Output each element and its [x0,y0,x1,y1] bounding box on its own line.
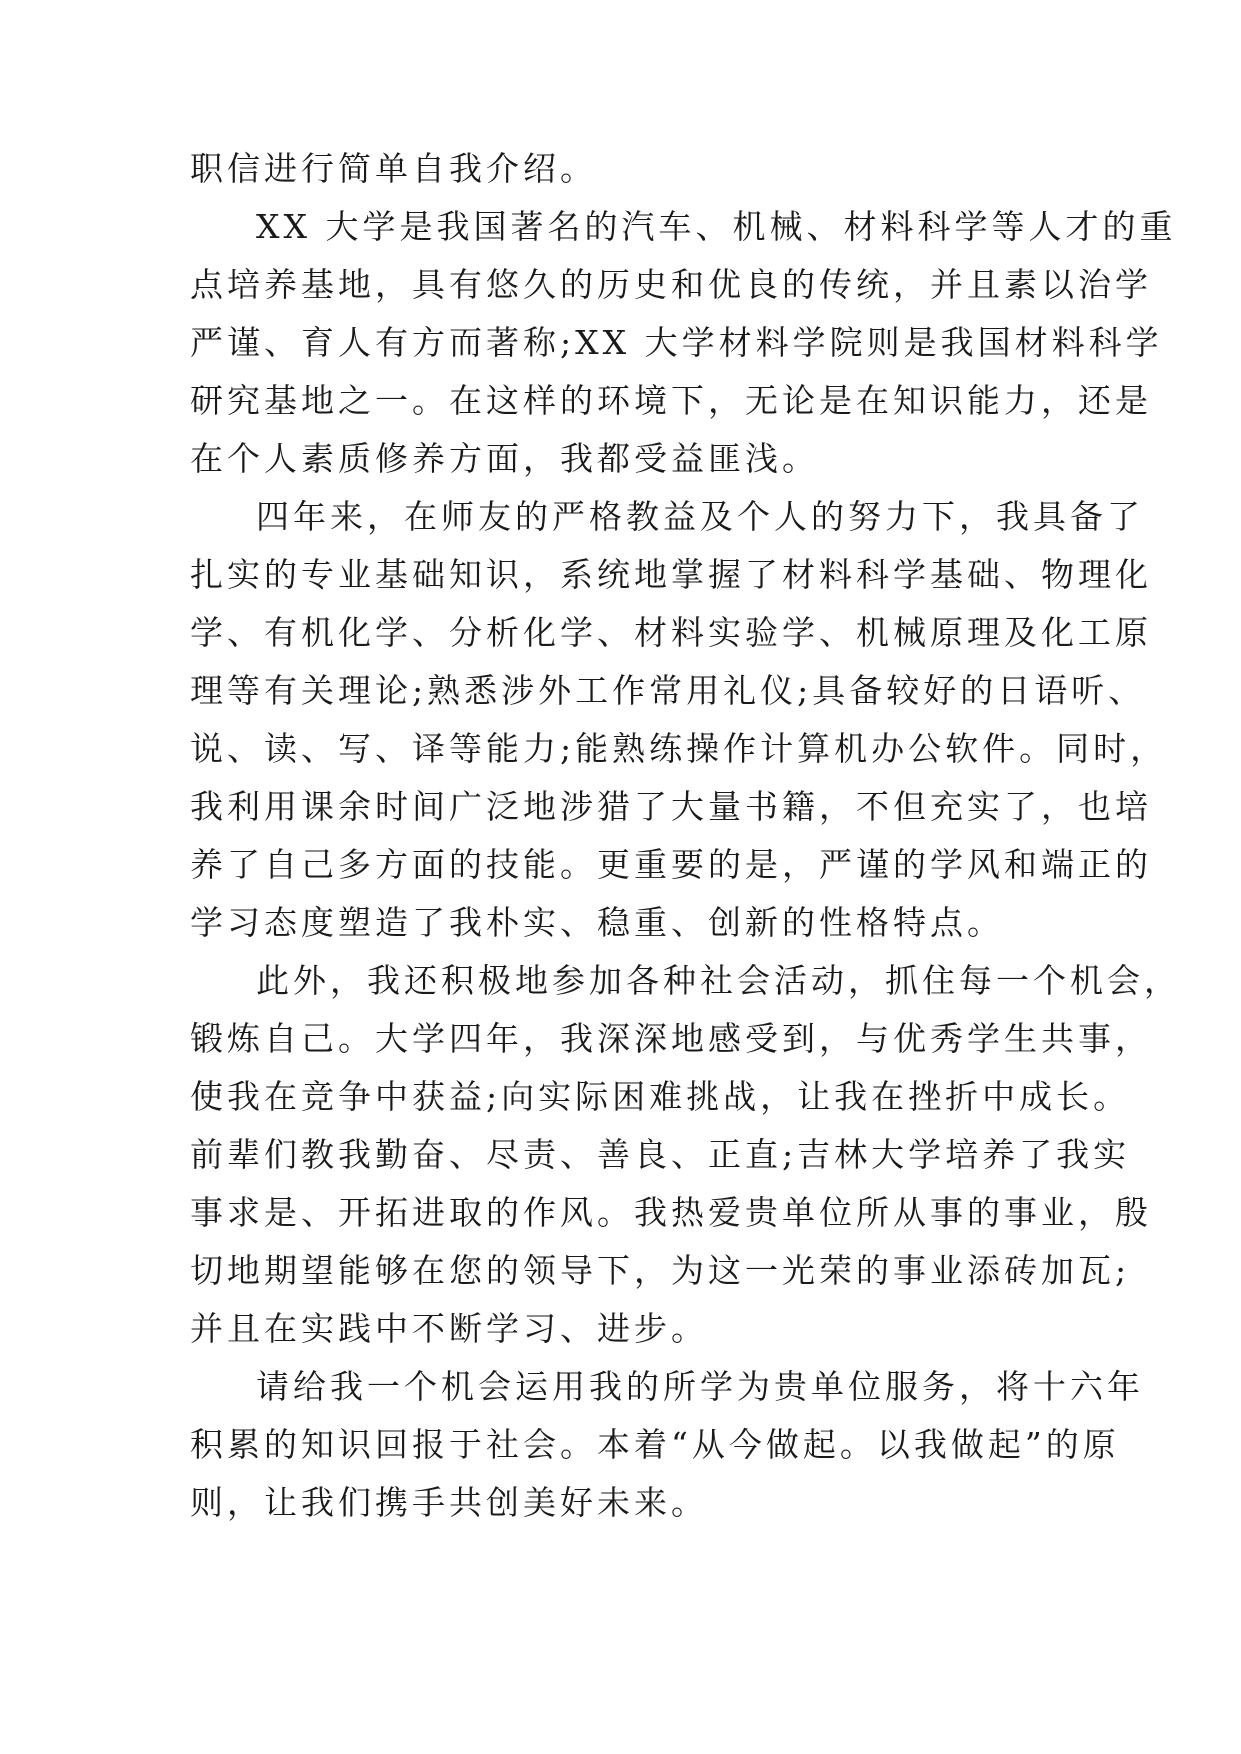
text-line: 此外，我还积极地参加各种社会活动，抓住每一个机会， [256,961,1181,1000]
text-line: 学习态度塑造了我朴实、稳重、创新的性格特点。 [190,903,1004,942]
paragraph [190,140,1070,198]
text-line: 养了自己多方面的技能。更重要的是，严谨的学风和端正的 [190,845,1152,884]
text-line: 研究基地之一。在这样的环境下，无论是在知识能力，还是 [190,381,1152,420]
text-line: 严谨、育人有方而著称;XX 大学材料学院则是我国材料科学 [190,323,1163,362]
text-line: 学、有机化学、分析化学、材料实验学、机械原理及化工原 [190,613,1152,652]
text-line: 事求是、开拓进取的作风。我热爱贵单位所从事的事业，殷 [190,1193,1152,1232]
text-line: 积累的知识回报于社会。本着“从今做起。以我做起”的原 [190,1425,1120,1464]
text-line: 我利用课余时间广泛地涉猎了大量书籍，不但充实了，也培 [190,787,1152,826]
text-line: XX 大学是我国著名的汽车、机械、材料科学等人才的重 [256,207,1177,246]
text-line: 职信进行简单自我介绍。 [190,149,597,188]
paragraph [190,952,1181,1358]
text-line: 请给我一个机会运用我的所学为贵单位服务，将十六年 [256,1367,1144,1406]
letter-body [190,140,1181,1532]
text-line: 使我在竞争中获益;向实际困难挑战，让我在挫折中成长。 [190,1077,1131,1116]
paragraph [190,198,1177,488]
paragraph [190,1358,1144,1532]
paragraph [190,488,1168,952]
text-line: 锻炼自己。大学四年，我深深地感受到，与优秀学生共事， [190,1019,1152,1058]
text-line: 则，让我们携手共创美好未来。 [190,1483,708,1522]
text-line: 点培养基地，具有悠久的历史和优良的传统，并且素以治学 [190,265,1152,304]
text-line: 在个人素质修养方面，我都受益匪浅。 [190,439,819,478]
text-line: 并且在实践中不断学习、进步。 [190,1309,708,1348]
text-line: 切地期望能够在您的领导下，为这一光荣的事业添砖加瓦; [190,1251,1131,1290]
text-line: 前辈们教我勤奋、尽责、善良、正直;吉林大学培养了我实 [190,1135,1131,1174]
text-line: 四年来，在师友的严格教益及个人的努力下，我具备了 [256,497,1144,536]
text-line: 扎实的专业基础知识，系统地掌握了材料科学基础、物理化 [190,555,1152,594]
text-line: 理等有关理论;熟悉涉外工作常用礼仪;具备较好的日语听、 [190,671,1146,710]
text-line: 说、读、写、译等能力;能熟练操作计算机办公软件。同时， [190,729,1168,768]
